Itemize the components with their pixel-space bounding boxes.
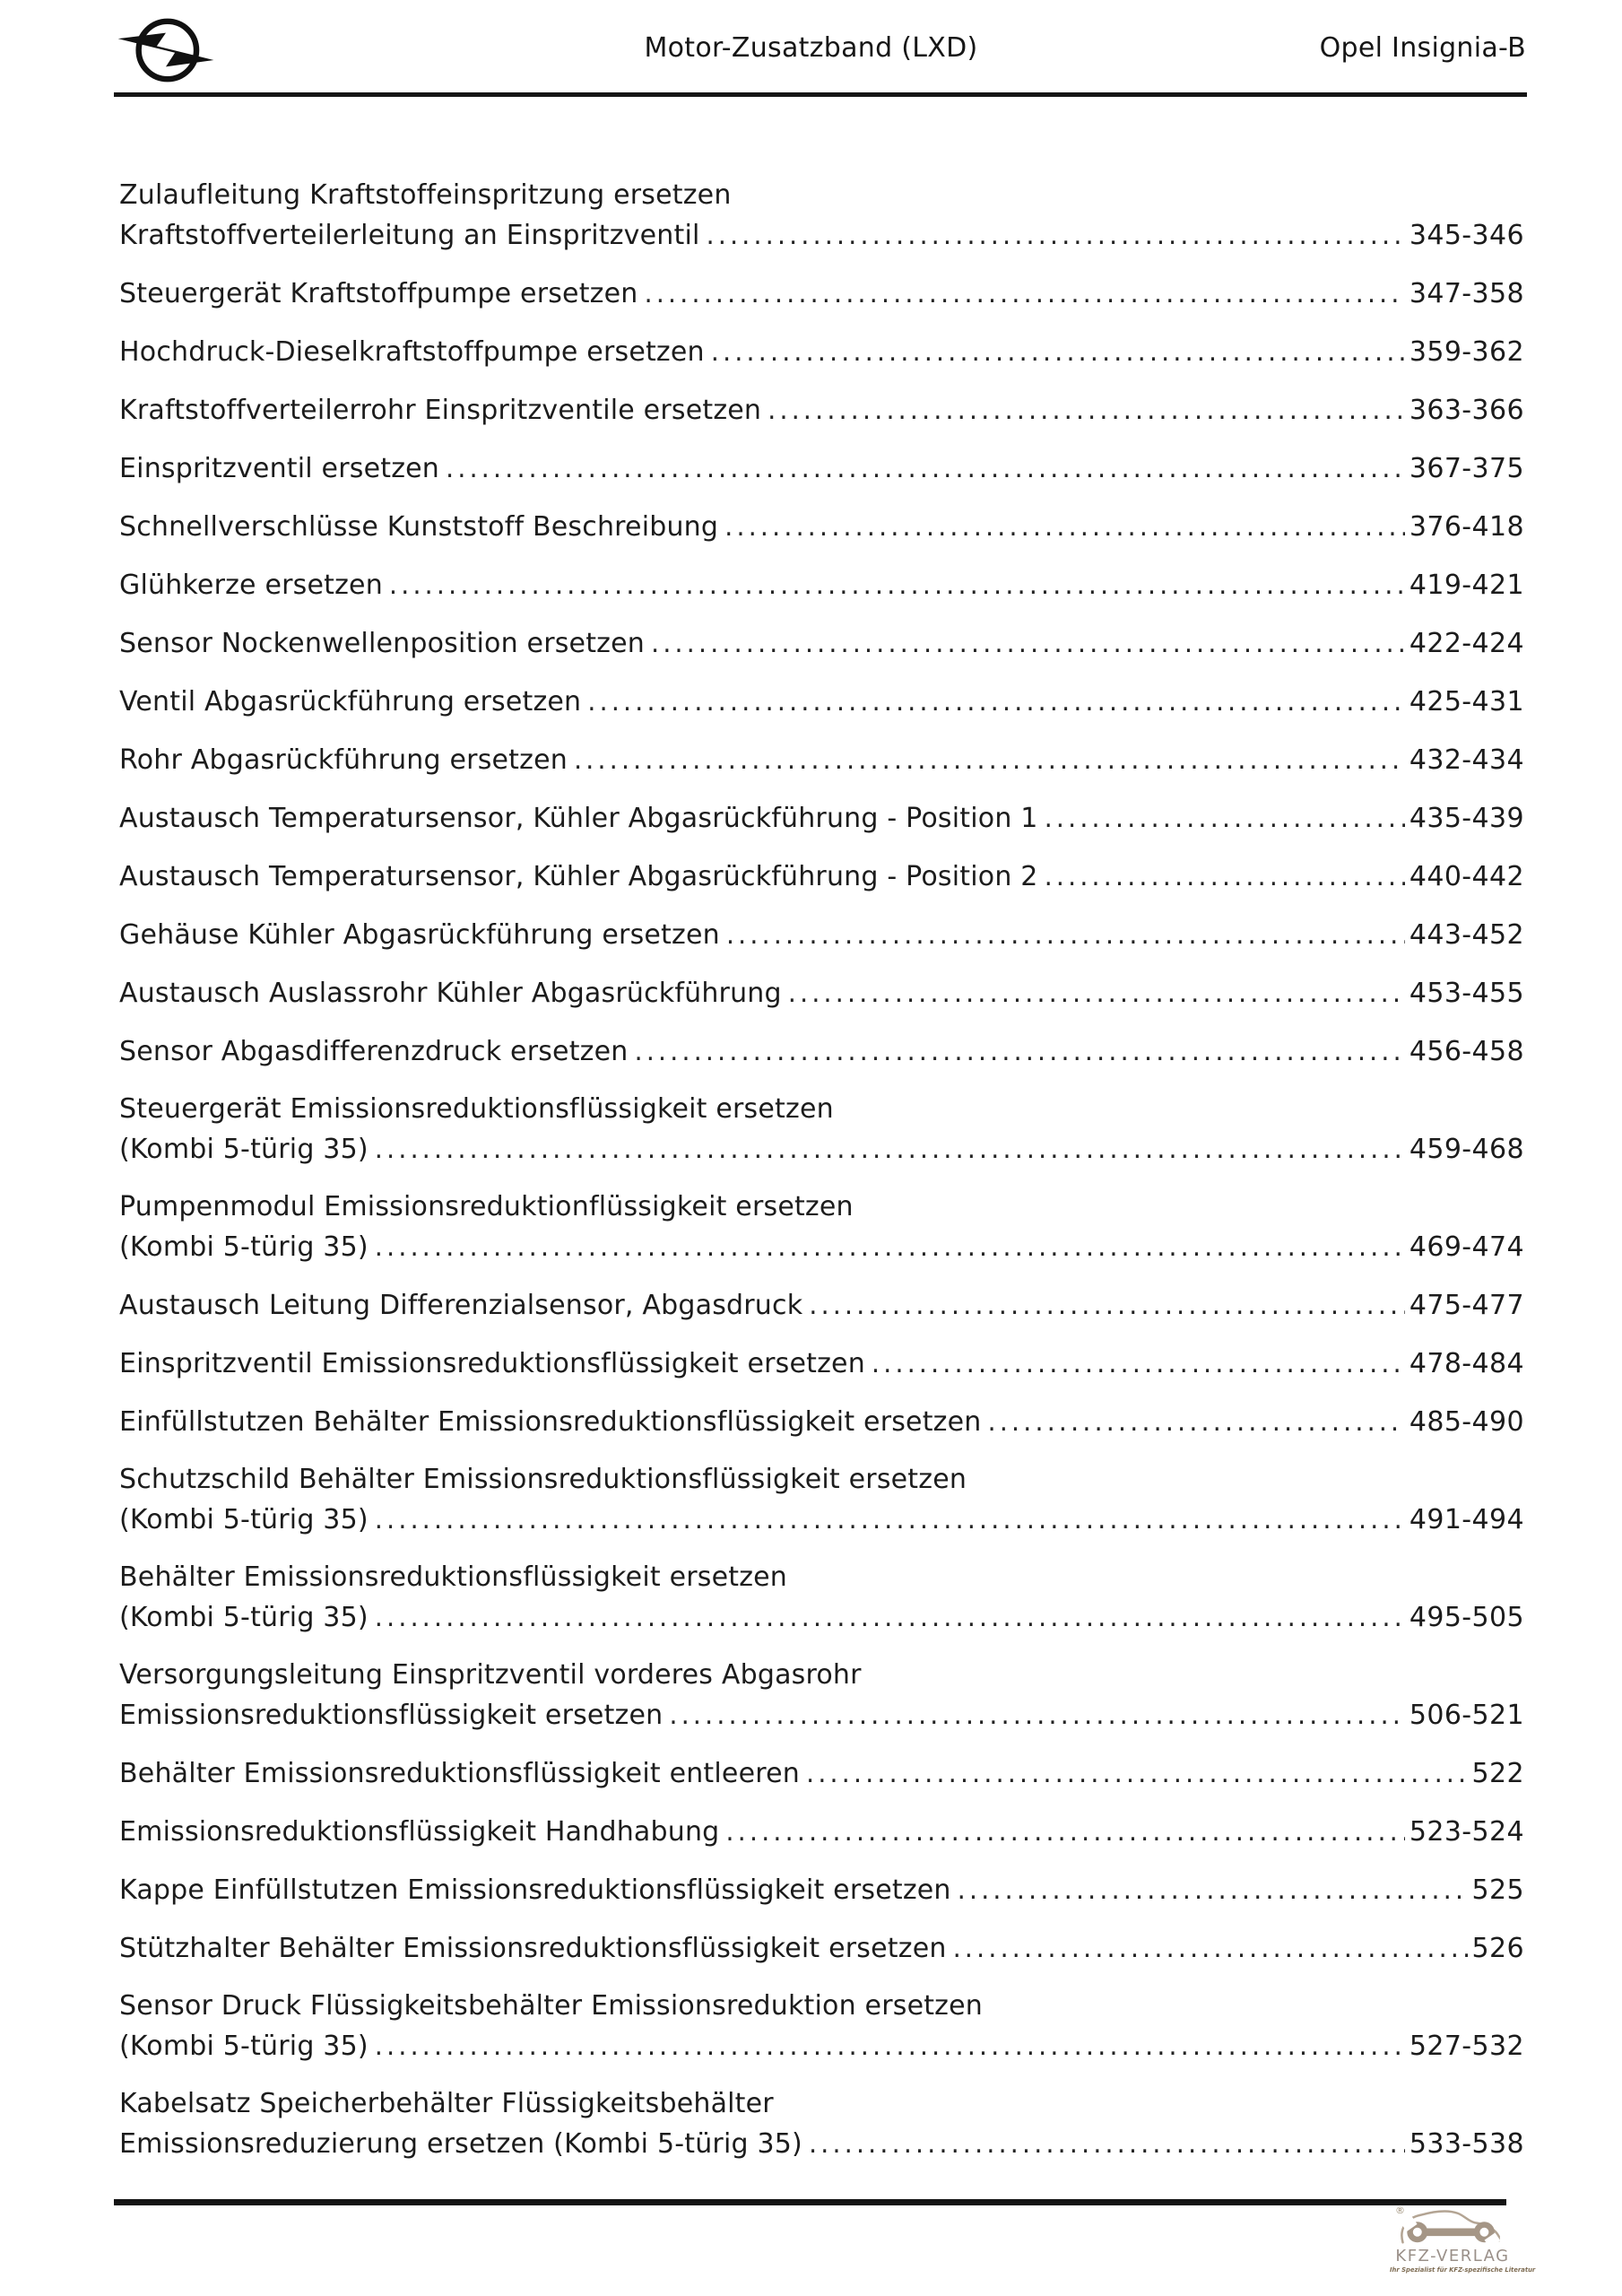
entry-title: Glühkerze ersetzen [119,570,383,601]
toc-entry [119,565,1524,605]
dot-leader [389,565,1405,605]
entry-title: Steuergerät Kraftstoffpumpe ersetzen [119,278,638,309]
toc-entry-line [119,176,1524,215]
entry-title: Emissionsreduktionsflüssigkeit ersetzen [119,1700,664,1731]
entry-pages: 527-532 [1409,2031,1524,2062]
entry-pages: 506-521 [1409,1700,1524,1731]
toc-entry [119,682,1524,722]
toc-entry-line [119,1402,1524,1442]
entry-title: Rohr Abgasrückführung ersetzen [119,744,568,776]
entry-pages: 435-439 [1409,803,1524,834]
dot-leader [953,1928,1468,1969]
toc-entry [119,798,1524,839]
dot-leader [768,390,1405,430]
toc-entry [119,1090,1524,1170]
toc-entry [119,176,1524,256]
entry-title: Sensor Druck Flüssigkeitsbehälter Emissionsreduktion ersetzen [119,1990,984,2022]
entry-title: Kraftstoffverteilerrohr Einspritzventile ersetzen [119,395,762,426]
toc-entry [119,1656,1524,1735]
toc-entry-line [119,1031,1524,1072]
entry-pages: 526 [1471,1933,1524,1964]
dot-leader [809,2124,1405,2164]
toc-entry-line [119,1656,1524,1695]
dot-leader [711,332,1405,372]
toc-entry-line [119,857,1524,897]
dot-leader [1045,857,1405,897]
entry-title: Austausch Leitung Differenzialsensor, Abgasdruck [119,1290,803,1321]
kfz-verlag-logo [1390,2205,1536,2274]
toc-entry-line [119,1460,1524,1500]
header-document-title: Motor-Zusatzband (LXD) [644,32,978,64]
dot-leader [988,1402,1405,1442]
toc-entry-line [119,740,1524,780]
toc-entry-line [119,1187,1524,1227]
toc-entry-line [119,1695,1524,1735]
dot-leader [375,2026,1405,2066]
entry-title: Einfüllstutzen Behälter Emissionsreduktionsflüssigkeit ersetzen [119,1406,982,1438]
entry-title: Behälter Emissionsreduktionsflüssigkeit ersetzen [119,1561,788,1593]
toc-entry-line [119,215,1524,256]
entry-title: Versorgungsleitung Einspritzventil vorderes Abgasrohr [119,1659,862,1691]
entry-title: Kappe Einfüllstutzen Emissionsreduktionsflüssigkeit ersetzen [119,1874,951,1906]
dot-leader [806,1753,1468,1794]
entry-pages: 422-424 [1409,628,1524,659]
dot-leader [635,1031,1405,1072]
toc-entry-line [119,332,1524,372]
entry-title: Emissionsreduktionsflüssigkeit Handhabung [119,1816,720,1848]
entry-pages: 359-362 [1409,336,1524,368]
toc-entry-line [119,1597,1524,1638]
toc-entry-line [119,1753,1524,1794]
entry-pages: 495-505 [1409,1602,1524,1633]
toc-entry-line [119,1227,1524,1267]
entry-title: (Kombi 5-türig 35) [119,1231,369,1263]
entry-pages: 456-458 [1409,1036,1524,1067]
dot-leader [651,623,1405,664]
entry-pages: 425-431 [1409,686,1524,718]
toc-entry-line [119,1928,1524,1969]
entry-title: Kraftstoffverteilerleitung an Einspritzventil [119,220,700,251]
dot-leader [587,682,1405,722]
dot-leader [375,1227,1405,1267]
toc-entry [119,448,1524,489]
header-rule [114,92,1527,97]
toc-entry-line [119,1285,1524,1326]
dot-leader [375,1129,1405,1170]
toc-entry [119,1558,1524,1638]
dot-leader [872,1344,1405,1384]
toc-entry [119,390,1524,430]
dot-leader [1045,798,1405,839]
entry-pages: 347-358 [1409,278,1524,309]
entry-title: Einspritzventil Emissionsreduktionsflüssigkeit ersetzen [119,1348,865,1379]
toc-entry [119,973,1524,1013]
entry-pages: 485-490 [1409,1406,1524,1438]
toc-entry-line [119,915,1524,955]
toc-entry [119,332,1524,372]
toc-entry [119,274,1524,314]
entry-title: Schutzschild Behälter Emissionsreduktionsflüssigkeit ersetzen [119,1464,967,1495]
entry-title: Steuergerät Emissionsreduktionsflüssigkeit ersetzen [119,1093,834,1125]
toc-entry-line [119,448,1524,489]
dot-leader [645,274,1405,314]
footer-rule [114,2199,1506,2205]
dot-leader [724,507,1405,547]
toc-entry-line [119,1558,1524,1597]
entry-title: Ventil Abgasrückführung ersetzen [119,686,582,718]
toc-entry [119,740,1524,780]
toc-entry [119,623,1524,664]
toc-entry [119,1344,1524,1384]
entry-title: (Kombi 5-türig 35) [119,1504,369,1535]
entry-title: Schnellverschlüsse Kunststoff Beschreibung [119,511,719,543]
toc-entry-line [119,390,1524,430]
toc-entry-line [119,798,1524,839]
toc-entry-line [119,565,1524,605]
dot-leader [788,973,1405,1013]
entry-pages: 419-421 [1409,570,1524,601]
toc-entry [119,915,1524,955]
entry-title: Pumpenmodul Emissionsreduktionflüssigkeit ersetzen [119,1191,854,1222]
toc-entry [119,1870,1524,1910]
entry-title: Stützhalter Behälter Emissionsreduktionsflüssigkeit ersetzen [119,1933,947,1964]
toc-entry-line [119,274,1524,314]
entry-pages: 459-468 [1409,1134,1524,1165]
toc-entry-line [119,1344,1524,1384]
entry-pages: 345-346 [1409,220,1524,251]
toc-entry [119,1812,1524,1852]
entry-title: Kabelsatz Speicherbehälter Flüssigkeitsbehälter [119,2088,774,2119]
registered-trademark-icon: ® [1395,2205,1405,2216]
entry-title: Behälter Emissionsreduktionsflüssigkeit entleeren [119,1758,800,1789]
car-wrench-icon [1396,2208,1509,2248]
dot-leader [958,1870,1468,1910]
entry-pages: 440-442 [1409,861,1524,892]
entry-pages: 453-455 [1409,978,1524,1009]
entry-title: (Kombi 5-türig 35) [119,1602,369,1633]
entry-pages: 533-538 [1409,2128,1524,2160]
toc-entry-line [119,973,1524,1013]
toc-entry-line [119,1987,1524,2026]
toc-list [119,176,1524,2182]
toc-entry-line [119,2084,1524,2124]
toc-entry [119,1987,1524,2066]
dot-leader [574,740,1405,780]
entry-pages: 491-494 [1409,1504,1524,1535]
entry-pages: 522 [1471,1758,1524,1789]
entry-title: Sensor Abgasdifferenzdruck ersetzen [119,1036,629,1067]
toc-entry [119,507,1524,547]
dot-leader [707,215,1405,256]
toc-entry [119,1031,1524,1072]
toc-entry-line [119,1812,1524,1852]
toc-entry [119,2084,1524,2164]
kfz-brand-text: KFZ-VERLAG [1395,2247,1510,2266]
toc-entry [119,1285,1524,1326]
toc-entry-line [119,1870,1524,1910]
entry-title: (Kombi 5-türig 35) [119,2031,369,2062]
entry-pages: 475-477 [1409,1290,1524,1321]
header-model-title: Opel Insignia-B [1319,32,1526,64]
entry-pages: 363-366 [1409,395,1524,426]
entry-pages: 432-434 [1409,744,1524,776]
entry-pages: 367-375 [1409,453,1524,484]
entry-title: (Kombi 5-türig 35) [119,1134,369,1165]
toc-entry-line [119,2124,1524,2164]
dot-leader [726,915,1405,955]
entry-pages: 443-452 [1409,919,1524,951]
toc-entry-line [119,682,1524,722]
entry-title: Hochdruck-Dieselkraftstoffpumpe ersetzen [119,336,705,368]
entry-title: Einspritzventil ersetzen [119,453,440,484]
dot-leader [446,448,1405,489]
toc-entry-line [119,507,1524,547]
dot-leader [375,1500,1405,1540]
entry-title: Austausch Temperatursensor, Kühler Abgasrückführung - Position 1 [119,803,1038,834]
toc-entry [119,1402,1524,1442]
toc-entry [119,1928,1524,1969]
entry-title: Sensor Nockenwellenposition ersetzen [119,628,645,659]
entry-pages: 523-524 [1409,1816,1524,1848]
dot-leader [809,1285,1405,1326]
toc-entry [119,1460,1524,1540]
toc-entry-line [119,2026,1524,2066]
dot-leader [375,1597,1405,1638]
toc-entry-line [119,1129,1524,1170]
entry-title: Gehäuse Kühler Abgasrückführung ersetzen [119,919,720,951]
entry-title: Emissionsreduzierung ersetzen (Kombi 5-türig 35) [119,2128,802,2160]
toc-entry-line [119,623,1524,664]
toc-entry [119,1753,1524,1794]
entry-title: Zulaufleitung Kraftstoffeinspritzung ersetzen [119,179,732,211]
entry-pages: 469-474 [1409,1231,1524,1263]
toc-entry-line [119,1090,1524,1129]
entry-pages: 525 [1471,1874,1524,1906]
kfz-tagline-text: Ihr Spezialist für KFZ-spezifische Literatur [1390,2266,1536,2274]
toc-entry-line [119,1500,1524,1540]
toc-entry [119,857,1524,897]
entry-title: Austausch Temperatursensor, Kühler Abgasrückführung - Position 2 [119,861,1038,892]
entry-pages: 376-418 [1409,511,1524,543]
dot-leader [725,1812,1404,1852]
toc-entry [119,1187,1524,1267]
entry-title: Austausch Auslassrohr Kühler Abgasrückführung [119,978,782,1009]
entry-pages: 478-484 [1409,1348,1524,1379]
dot-leader [669,1695,1404,1735]
